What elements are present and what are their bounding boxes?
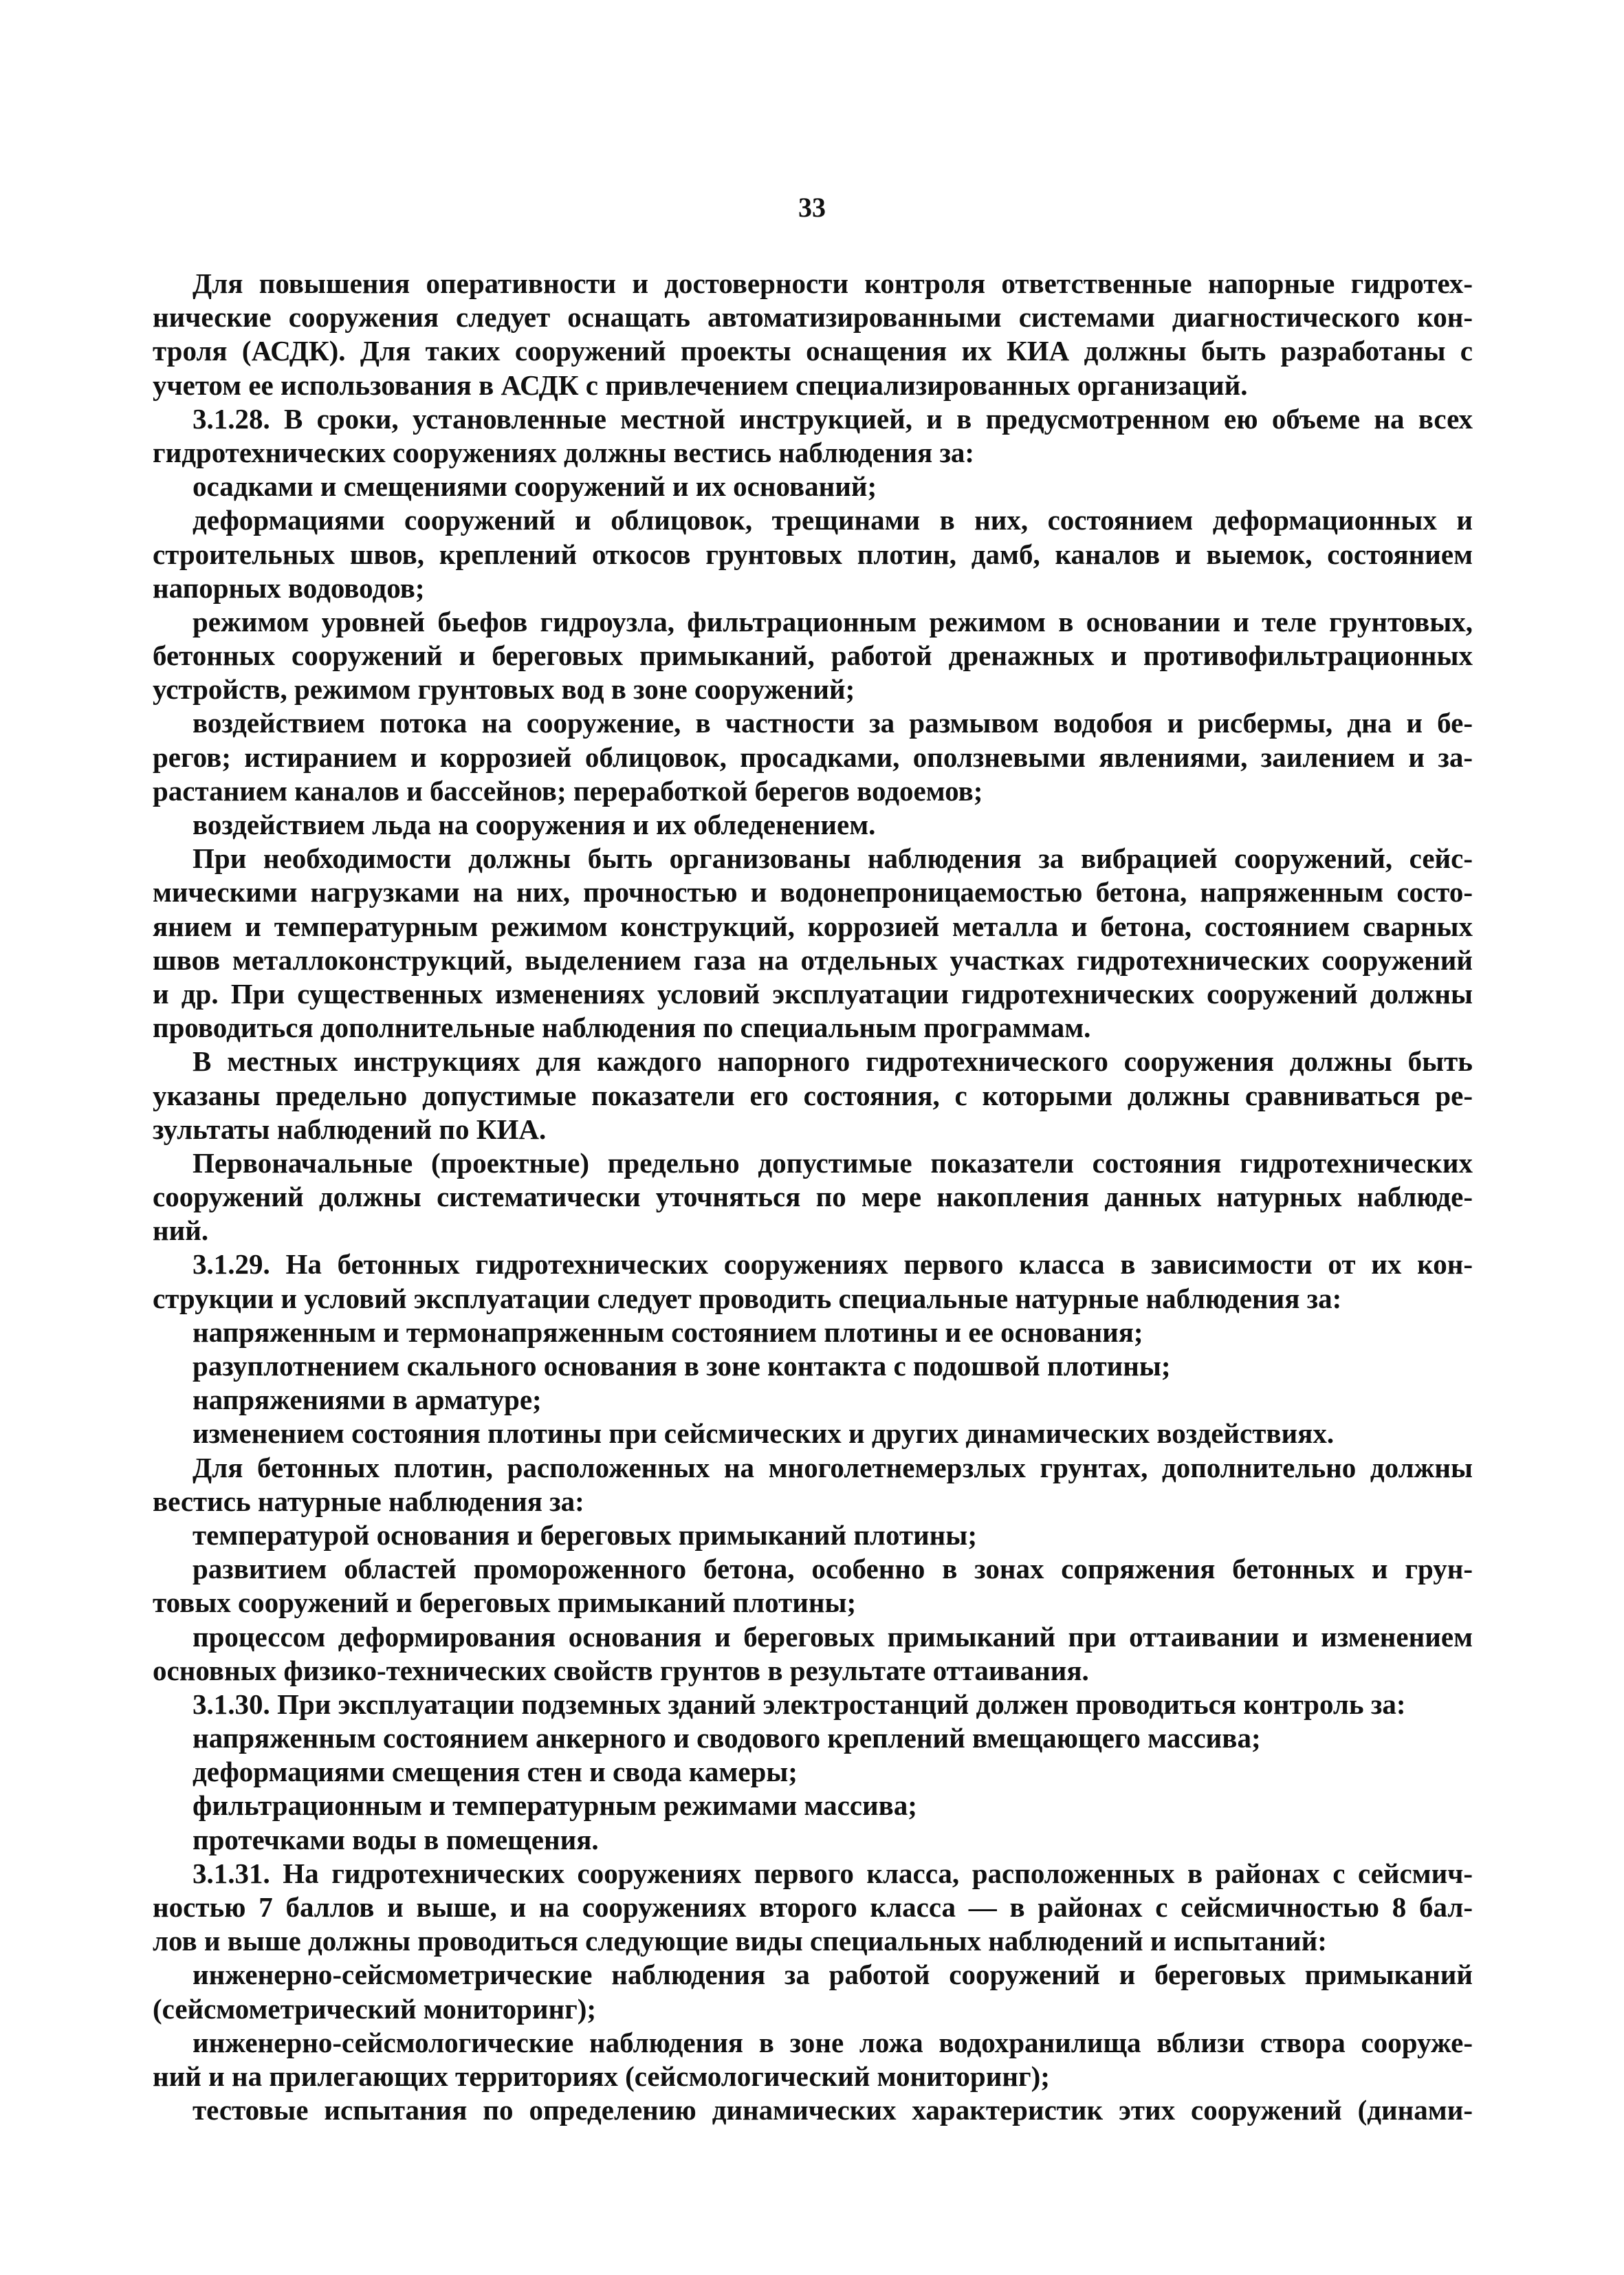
text-line: мическими нагрузками на них, прочностью и водонепроницаемостью бетона, напряженным состо- <box>153 876 1473 908</box>
text-line: янием и температурным режимом конструкций, коррозией металла и бетона, состоянием сварных <box>153 910 1473 942</box>
text-line: инженерно-сейсмометрические наблюдения за работой сооружений и береговых примыканий <box>193 1959 1473 1991</box>
text-line: воздействием потока на сооружение, в частности за размывом водобоя и рисбермы, дна и бе- <box>193 707 1473 739</box>
text-line: режимом уровней бьефов гидроузла, фильтрационным режимом в основании и теле грунтовых, <box>193 605 1473 638</box>
text-line: воздействием льда на сооружения и их обледенением. <box>193 809 876 840</box>
text-line: напряженным состоянием анкерного и сводового креплений вмещающего массива; <box>193 1722 1261 1754</box>
page-number: 33 <box>798 192 826 223</box>
text-line: проводиться дополнительные наблюдения по специальным программам. <box>153 1012 1091 1044</box>
text-line: (сейсмометрический мониторинг); <box>153 1992 597 2025</box>
text-line: развитием областей промороженного бетона, особенно в зонах сопряжения бетонных и грун- <box>193 1553 1473 1585</box>
text-line: учетом ее использования в АСДК с привлечением специализированных организаций. <box>153 369 1248 401</box>
text-line: напряжениями в арматуре; <box>193 1384 542 1416</box>
text-line: товых сооружений и береговых примыканий плотины; <box>153 1587 857 1619</box>
text-line: лов и выше должны проводиться следующие виды специальных наблюдений и испытаний: <box>153 1925 1327 1957</box>
text-line: зультаты наблюдений по КИА. <box>153 1113 547 1145</box>
text-line: 3.1.30. При эксплуатации подземных зданий электростанций должен проводиться контроль за: <box>193 1688 1406 1720</box>
text-line: напряженным и термонапряженным состоянием плотины и ее основания; <box>193 1316 1143 1348</box>
text-line: вестись натурные наблюдения за: <box>153 1485 584 1517</box>
text-line: В местных инструкциях для каждого напорного гидротехнического сооружения должны быть <box>193 1045 1473 1078</box>
text-line: изменением состояния плотины при сейсмических и других динамических воздействиях. <box>193 1417 1335 1450</box>
text-line: Для повышения оперативности и достоверности контроля ответственные напорные гидротех- <box>193 268 1473 299</box>
document-body <box>153 267 1473 2127</box>
text-line: деформациями смещения стен и свода камеры; <box>193 1756 798 1788</box>
text-line: устройств, режимом грунтовых вод в зоне сооружений; <box>153 673 855 706</box>
text-line: сооружений должны систематически уточняться по мере накопления данных натурных наблюде- <box>153 1181 1473 1213</box>
text-line: температурой основания и береговых примыканий плотины; <box>193 1519 977 1551</box>
text-line: инженерно-сейсмологические наблюдения в зоне ложа водохранилища вблизи створа сооруже- <box>193 2026 1473 2058</box>
text-line: ний и на прилегающих территориях (сейсмологический мониторинг); <box>153 2060 1050 2092</box>
text-line: указаны предельно допустимые показатели его состояния, с которыми должны сравниваться ре- <box>153 1079 1473 1111</box>
text-line: регов; истиранием и коррозией облицовок, просадками, оползневыми явлениями, заилением и за- <box>153 741 1473 773</box>
text-line: осадками и смещениями сооружений и их оснований; <box>193 470 877 503</box>
text-line: напорных водоводов; <box>153 572 425 604</box>
text-line: ностью 7 баллов и выше, и на сооружениях второго класса — в районах с сейсмичностью 8 бал- <box>153 1891 1473 1923</box>
text-line: 3.1.31. На гидротехнических сооружениях первого класса, расположенных в районах с сейсмич- <box>193 1857 1473 1889</box>
text-line: Первоначальные (проектные) предельно допустимые показатели состояния гидротехнических <box>193 1146 1473 1179</box>
text-line: нические сооружения следует оснащать автоматизированными системами диагностического кон- <box>153 301 1473 334</box>
text-line: троля (АСДК). Для таких сооружений проекты оснащения их КИА должны быть разработаны с <box>153 335 1473 367</box>
text-line: ний. <box>153 1215 209 1247</box>
text-line: разуплотнением скального основания в зоне контакта с подошвой плотины; <box>193 1350 1171 1382</box>
text-line: протечками воды в помещения. <box>193 1823 599 1855</box>
text-line: деформациями сооружений и облицовок, трещинами в них, состоянием деформационных и <box>193 504 1473 536</box>
text-line: процессом деформирования основания и береговых примыканий при оттаивании и изменением <box>193 1620 1473 1653</box>
text-line: фильтрационным и температурным режимами массива; <box>193 1789 917 1822</box>
text-line: При необходимости должны быть организованы наблюдения за вибрацией сооружений, сейс- <box>193 842 1473 875</box>
text-line: бетонных сооружений и береговых примыканий, работой дренажных и противофильтрационных <box>153 640 1473 672</box>
text-line: гидротехнических сооружениях должны вестись наблюдения за: <box>153 436 975 468</box>
text-line: строительных швов, креплений откосов грунтовых плотин, дамб, каналов и выемок, состоянием <box>153 538 1473 570</box>
text-line: основных физико-технических свойств грунтов в результате оттаивания. <box>153 1654 1089 1686</box>
text-line: растанием каналов и бассейнов; переработкой берегов водоемов; <box>153 774 983 807</box>
text-line: Для бетонных плотин, расположенных на многолетнемерзлых грунтах, дополнительно должны <box>193 1451 1473 1483</box>
text-line: 3.1.28. В сроки, установленные местной инструкцией, и в предусмотренном ею объеме на всех <box>193 402 1473 435</box>
text-line: 3.1.29. На бетонных гидротехнических сооружениях первого класса в зависимости от их кон- <box>193 1248 1473 1281</box>
text-line: струкции и условий эксплуатации следует проводить специальные натурные наблюдения за: <box>153 1282 1342 1314</box>
text-line: тестовые испытания по определению динамических характеристик этих сооружений (динами- <box>193 2094 1473 2126</box>
text-line: и др. При существенных изменениях условий эксплуатации гидротехнических сооружений должны <box>153 977 1473 1010</box>
text-line: швов металлоконструкций, выделением газа на отдельных участках гидротехнических сооружений <box>153 944 1473 976</box>
